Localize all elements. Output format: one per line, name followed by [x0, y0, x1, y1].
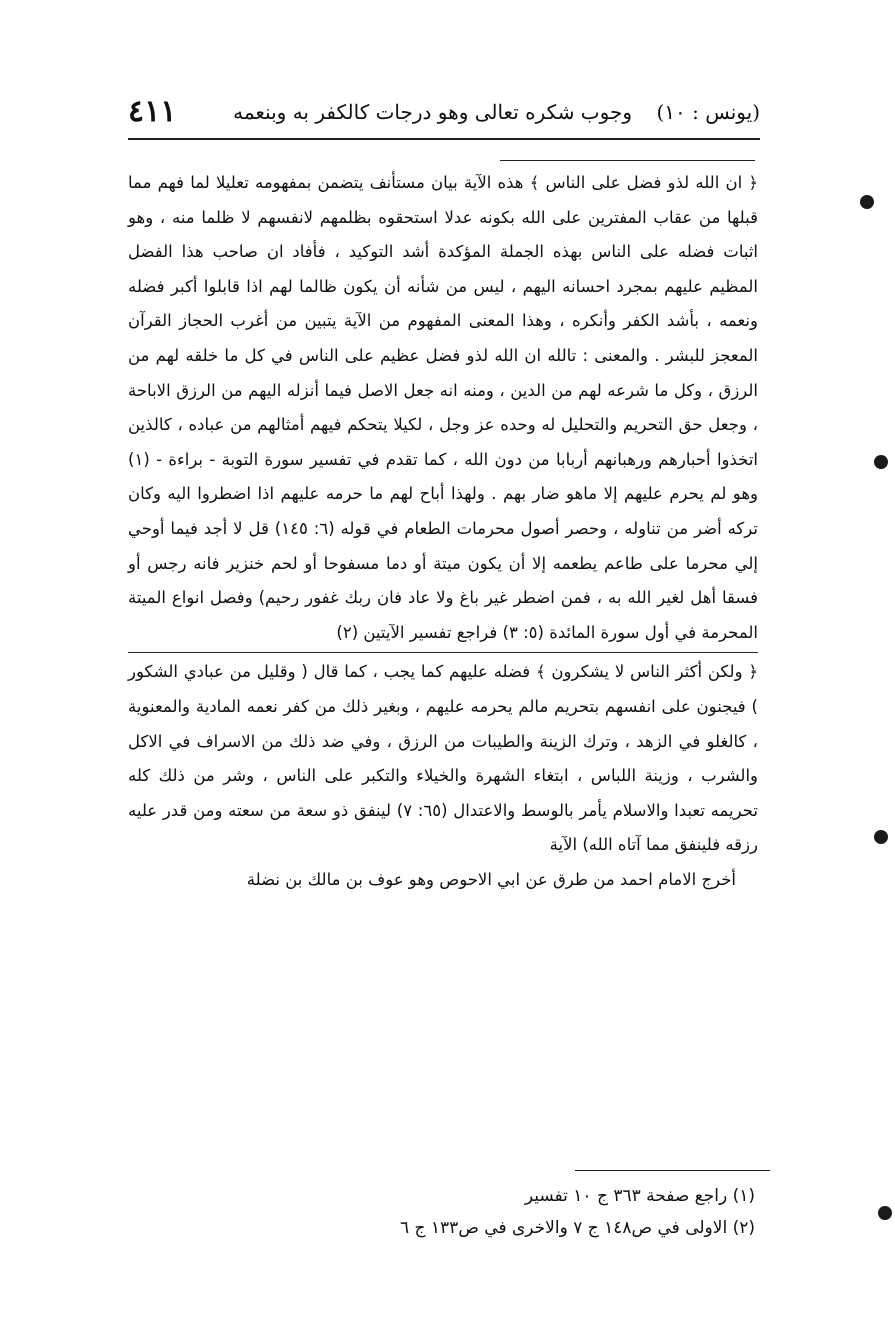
footnote-1: (١) راجع صفحة ٣٦٣ ج ١٠ تفسير: [524, 1186, 755, 1206]
binding-hole-mark: [874, 830, 888, 844]
paragraph-2: ﴿ ولكن أكثر الناس لا يشكرون ﴾ فضله عليهم كما يجب ، كما قال ( وقليل من عبادي الشكور ) فيجنون على انفسهم بتحريم مالم يحرمه عليهم ، وبغير ذلك من كفر نعمه المادية والمعنوية ، كالغلو في الزهد ، وترك الزينة والطيبات من الرزق ، وفي ضد ذلك من الاسراف في الاكل والشرب ، وزينة اللباس ، ابتغاء الشهرة والخيلاء والتكبر على الناس ، وشر من ذلك كله تحريمه تعبدا والاسلام يأمر بالوسط والاعتدال (٦٥: ٧) لينفق ذو سعة من سعته ومن قدر عليه رزقه فلينفق مما آتاه الله) الآية: [128, 652, 758, 863]
header-rule: [128, 138, 760, 140]
binding-hole-mark: [874, 455, 888, 469]
footnote-rule: [575, 1170, 770, 1171]
footnotes: [195, 1180, 755, 1244]
verse-overline: [500, 160, 755, 161]
surah-reference: (يونس : ١٠): [656, 100, 760, 124]
commentary-body: [128, 166, 758, 897]
footnote-2: (٢) الاولى في ص١٤٨ ج ٧ والاخرى في ص١٣٣ ج ٦: [400, 1218, 755, 1238]
binding-hole-mark: [878, 1206, 892, 1220]
running-title: وجوب شكره تعالى وهو درجات كالكفر به وبنعمه: [233, 100, 632, 124]
paragraph-1: ﴿ ان الله لذو فضل على الناس ﴾ هذه الآية بيان مستأنف يتضمن بمفهومه تعليلا لما فهم مما قبلها من عقاب المفترين على الله بكونه عدلا استحقوه بظلمهم لانفسهم لا ظلما منه ، وهو اثبات فضله على الناس بهذه الجملة المؤكدة أشد التوكيد ، فأفاد ان صاحب هذا الفضل المظيم عليهم بمجرد احسانه اليهم ، ليس من شأنه أن يكون ظالما لهم اذا قابلوا أكبر فضله ونعمه ، بأشد الكفر وأنكره ، وهذا المعنى المفهوم من الآية يتبين من أغرب الحجاز القرآن المعجز للبشر . والمعنى : تالله ان الله لذو فضل عظيم على الناس في كل ما خلقه لهم من الرزق ، وكل ما شرعه لهم من الدين ، ومنه انه جعل الاصل فيما أنزله اليهم من الرزق الاباحة ، وجعل حق التحريم والتحليل له وحده عز وجل ، لكيلا يتحكم فيهم أمثالهم من عباده ، كالذين اتخذوا أحبارهم ورهبانهم أربابا من دون الله ، كما تقدم في تفسير سورة التوبة - براءة - (١) وهو لم يحرم عليهم إلا ماهو ضار بهم . ولهذا أباح لهم ما حرمه عليهم اذا اضطروا اليه وكان تركه أضر من تناوله ، وحصر أصول محرمات الطعام في قوله (٦: ١٤٥) قل لا أجد فيما أوحي إلي محرما على طاعم يطعمه إلا أن يكون ميتة أو دما مسفوحا أو لحم خنزير فانه رجس أو فسقا أهل لغير الله به ، فمن اضطر غير باغ ولا عاد فان ربك غفور رحيم) وفصل انواع الميتة المحرمة في أول سورة المائدة (٥: ٣) فراجع تفسير الآيتين (٢): [128, 173, 758, 642]
binding-hole-mark: [860, 195, 874, 209]
running-header: [128, 92, 760, 132]
page-number: ٤١١: [128, 94, 177, 129]
paragraph-3: أخرج الامام احمد من طرق عن ابي الاحوص وهو عوف بن مالك بن نضلة: [246, 869, 736, 889]
